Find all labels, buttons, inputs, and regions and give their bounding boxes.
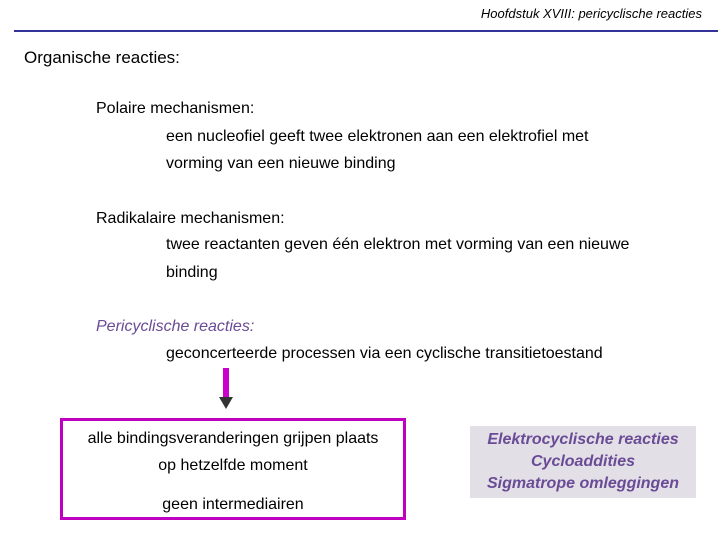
pericyclic-heading: Pericyclische reacties: bbox=[96, 318, 255, 335]
chapter-header: Hoofdstuk XVIII: pericyclische reacties bbox=[480, 6, 702, 21]
box-right-line-3: Sigmatrope omleggingen bbox=[486, 475, 679, 492]
slide-title: Organische reacties: bbox=[24, 48, 180, 67]
polar-line-2: vorming van een nieuwe binding bbox=[166, 155, 396, 172]
box-left-line-2: op hetzelfde moment bbox=[158, 457, 308, 474]
concerted-properties-box bbox=[60, 418, 406, 520]
header-divider bbox=[14, 30, 718, 32]
radical-heading: Radikalaire mechanismen: bbox=[96, 210, 285, 227]
radical-line-1: twee reactanten geven één elektron met vorming van een nieuwe bbox=[166, 236, 630, 253]
reaction-types-box bbox=[470, 426, 696, 498]
pericyclic-line-1: geconcerteerde processen via een cyclische transitietoestand bbox=[166, 345, 603, 362]
polar-line-1: een nucleofiel geeft twee elektronen aan een elektrofiel met bbox=[166, 128, 589, 145]
box-left-line-3: geen intermediairen bbox=[162, 496, 304, 513]
down-arrow-shaft bbox=[223, 368, 229, 398]
box-right-line-2: Cycloaddities bbox=[530, 453, 636, 470]
box-right-line-1: Elektrocyclische reacties bbox=[487, 431, 679, 448]
down-arrow-head-icon bbox=[219, 397, 233, 409]
radical-line-2: binding bbox=[166, 264, 218, 281]
box-left-line-1: alle bindingsveranderingen grijpen plaats bbox=[87, 430, 379, 447]
polar-heading: Polaire mechanismen: bbox=[96, 100, 255, 117]
